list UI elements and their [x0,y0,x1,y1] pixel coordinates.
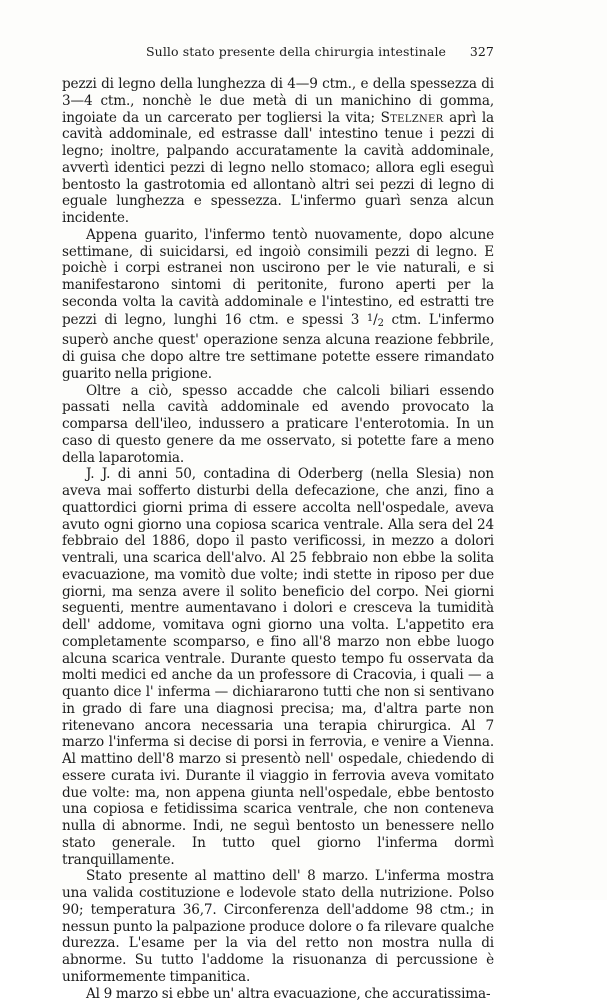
paragraph-2-text-b: ctm. L'infermo superò anche quest' operazione senza alcuna reazione febbrile, di guisa che dopo altre tre settimane potette essere rimandato guarito nella prigione. [62,312,494,382]
paragraph-2 [62,227,494,383]
page-header [62,44,494,62]
paragraph-5: Stato presente al mattino dell' 8 marzo. L'inferma mostra una valida costituzione e lodevole stato della nutrizione. Polso 90; temperatura 36,7. Circonferenza dell'addome 98 ctm.; in nessun punto la palpazione produce dolore o fa rilevare qualche durezza. L'esame per la via del retto non mostra nulla di abnorme. Su tutto l'addome la risuonanza di percussione è uniformemente timpanitica. [62,868,494,985]
body-text [62,76,494,1002]
paragraph-2-text-a: Appena guarito, l'infermo tentò nuovamente, dopo alcune settimane, di suicidarsi, ed ingoiò consimili pezzi di legno. E poichè i corpi estranei non uscirono per le vie naturali, e si manifestarono sintomi di peritonite, furono aperti per la seconda volta la cavità addominale e l'intestino, ed estratti tre pezzi di legno, lunghi 16 ctm. e spessi 3 [62,227,494,328]
fraction-denominator: 2 [378,318,384,329]
paragraph-3: Oltre a ciò, spesso accadde che calcoli biliari essendo passati nella cavità addominale ed avendo provocato la comparsa dell'ileo, indussero a praticare l'enterotomia. In un caso di questo genere da me osservato, si potette fare a meno della laparotomia. [62,383,494,467]
paragraph-4: J. J. di anni 50, contadina di Oderberg (nella Slesia) non aveva mai sofferto disturbi della defecazione, che anzi, fino a quattordici giorni prima di essere accolta nell'ospedale, aveva avuto ogni giorno una copiosa scarica ventrale. Alla sera del 24 febbraio del 1886, dopo il pasto verificossi, in mezzo a dolori ventrali, una scarica dell'alvo. Al 25 febbraio non ebbe la solita evacuazione, ma vomitò due volte; indi stette in riposo per due giorni, ma senza avere il solito beneficio del corpo. Nei giorni seguenti, mentre aumentavano i dolori e cresceva la tumidità dell' addome, vomitava ogni giorno una volta. L'appetito era completamente scomparso, e fino all'8 marzo non ebbe luogo alcuna scarica ventrale. Durante questo tempo fu osservata da molti medici ed anche da un professore di Cracovia, i quali — a quanto dice l' inferma — dichiararono tutti che non si sentivano in grado di fare una diagnosi precisa; ma, d'altra parte non ritenevano ancora necessaria una terapia chirurgica. Al 7 marzo l'inferma si decise di porsi in ferrovia, e venire a Vienna. Al mattino dell'8 marzo si presentò nell' ospedale, chiedendo di essere curata ivi. Durante il viaggio in ferrovia aveva vomitato due volte: ma, non appena giunta nell'ospedale, ebbe bentosto una copiosa e fetidissima scarica ventrale, che non conteneva nulla di abnorme. Indi, ne seguì bentosto un benessere nello stato generale. In tutto quel giorno l'inferma dormì tranquillamente. [62,466,494,868]
paragraph-1-text: pezzi di legno della lunghezza di 4—9 ctm., e della spessezza di 3—4 ctm., nonchè le due metà di un manichino di gomma, ingoiate da un carcerato per togliersi la vita; [62,76,494,126]
fraction-numerator: 1 [367,313,373,324]
running-title: Sullo stato presente della chirurgia intestinale [146,44,446,59]
fraction-separator: / [373,312,377,328]
paragraph-6: Al 9 marzo si ebbe un' altra evacuazione, che accuratissima- [62,986,494,1002]
paragraph-1 [62,76,494,227]
author-name-stelzner: Stelzner [381,110,444,126]
paragraph-1-rest: aprì la cavità addominale, ed estrasse dall' intestino tenue i pezzi di legno; inoltre, palpando accuratamente la cavità addominale, avvertì identici pezzi di legno nello stomaco; allora egli eseguì bentosto la gastrotomia ed allontanò altri sei pezzi di legno di eguale lunghezza e spessezza. L'infermo guarì senza alcun incidente. [62,110,494,227]
page-number: 327 [470,44,494,59]
